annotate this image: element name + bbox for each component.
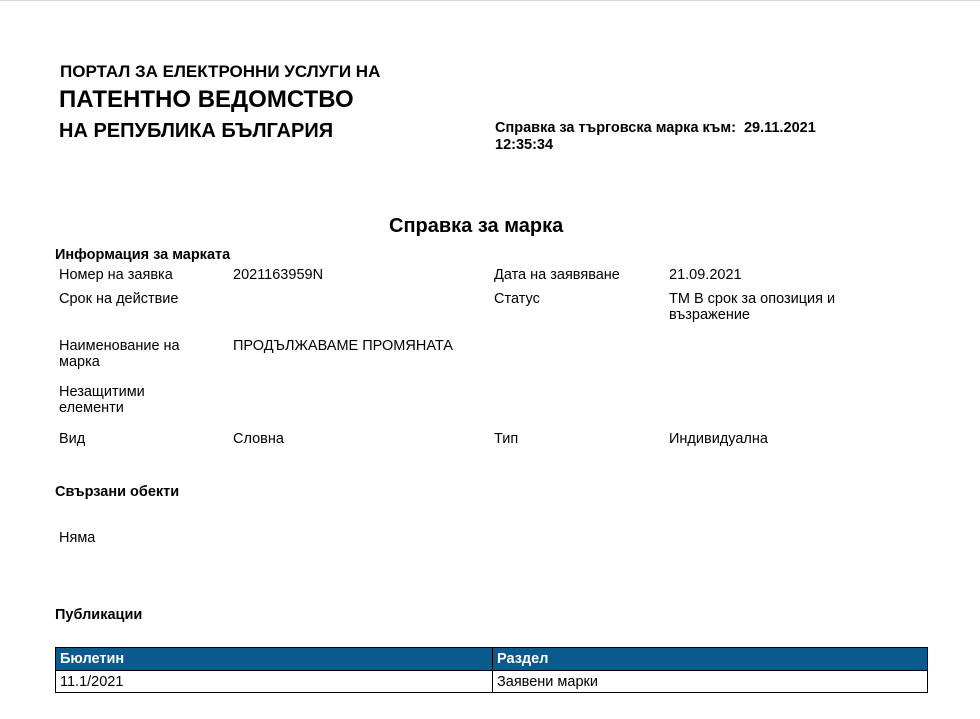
status-value: TM В срок за опозиция и възражение xyxy=(669,291,836,323)
publications-heading: Публикации xyxy=(55,607,143,623)
office-name: ПАТЕНТНО ВЕДОМСТВО xyxy=(59,86,354,113)
publications-table xyxy=(55,647,928,693)
table-header-row xyxy=(56,648,928,671)
document-title: Справка за марка xyxy=(389,215,564,237)
application-number-value: 2021163959N xyxy=(233,267,324,283)
type-label: Тип xyxy=(494,431,519,447)
type-value: Индивидуална xyxy=(669,431,768,447)
mark-name-label: Наименование на марка xyxy=(59,338,180,370)
status-label: Статус xyxy=(494,291,540,307)
reference-label: Справка за търговска марка към: xyxy=(495,120,736,136)
related-objects-value: Няма xyxy=(59,530,96,546)
bulletin-cell: 11.1/2021 xyxy=(56,671,493,693)
column-header-bulletin: Бюлетин xyxy=(56,648,493,671)
reference-date: 29.11.2021 xyxy=(743,120,816,136)
related-objects-heading: Свързани обекти xyxy=(55,484,180,500)
page-top-border xyxy=(0,0,980,1)
table-row xyxy=(56,671,928,693)
application-number-label: Номер на заявка xyxy=(59,267,173,283)
portal-title-line1: ПОРТАЛ ЗА ЕЛЕКТРОННИ УСЛУГИ НА xyxy=(60,62,381,81)
reference-time: 12:35:34 xyxy=(495,137,554,153)
unprotected-elements-label: Незащитими елементи xyxy=(59,384,145,416)
info-heading: Информация за марката xyxy=(55,247,231,263)
mark-name-value: ПРОДЪЛЖАВАМЕ ПРОМЯНАТА xyxy=(233,338,453,354)
filing-date-value: 21.09.2021 xyxy=(669,267,742,283)
kind-label: Вид xyxy=(59,431,86,447)
column-header-section: Раздел xyxy=(493,648,928,671)
country-name: НА РЕПУБЛИКА БЪЛГАРИЯ xyxy=(59,120,334,142)
filing-date-label: Дата на заявяване xyxy=(494,267,620,283)
section-cell: Заявени марки xyxy=(493,671,928,693)
reference-timestamp xyxy=(495,120,816,154)
validity-label: Срок на действие xyxy=(59,291,179,307)
kind-value: Словна xyxy=(233,431,284,447)
